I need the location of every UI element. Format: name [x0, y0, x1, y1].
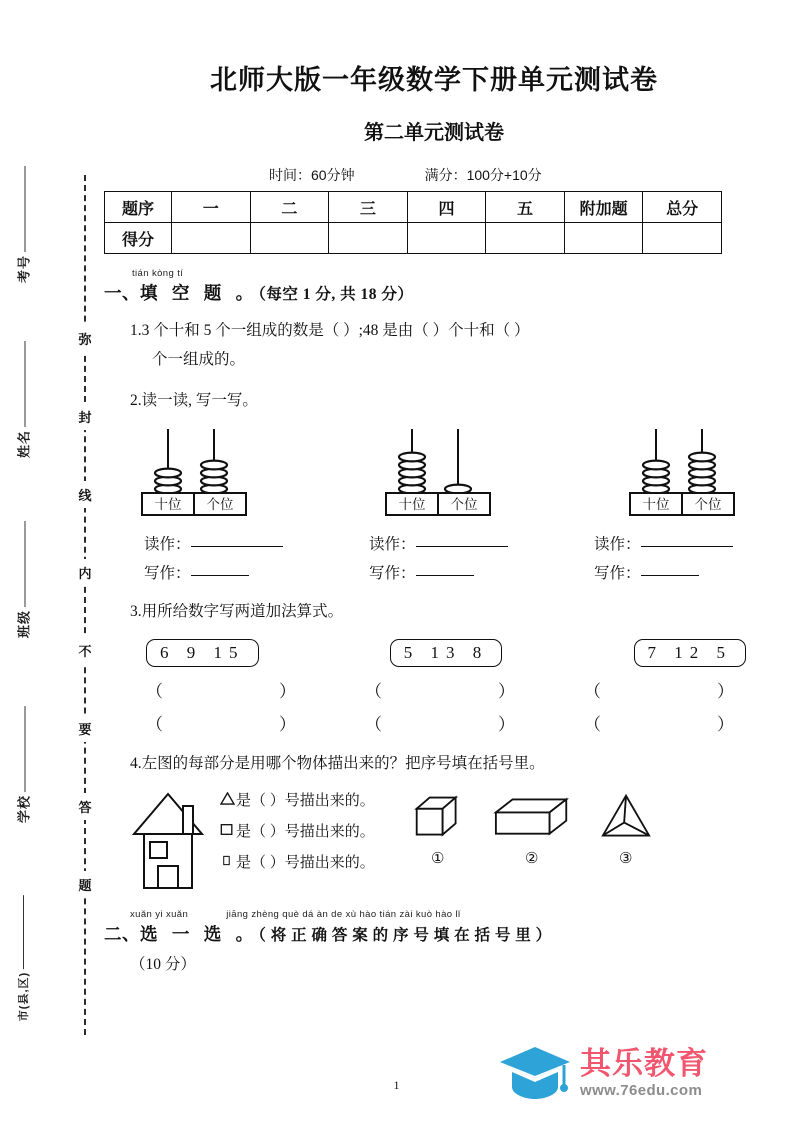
margin-field-blank[interactable]	[25, 341, 26, 427]
section1-title: 填 空 题 。	[140, 283, 259, 303]
section1-number: 一、	[104, 283, 140, 303]
answer-paren[interactable]	[584, 710, 734, 735]
exam-sheet	[104, 0, 764, 1121]
sealing-line	[74, 175, 96, 1035]
score-table-cell: 五	[486, 192, 565, 223]
answer-paren[interactable]	[146, 710, 296, 735]
sealing-line-char: 答	[74, 793, 96, 820]
answer-parens-row-1	[104, 677, 764, 702]
margin-field-xingming	[14, 341, 33, 458]
number-box: 6 9 15	[146, 639, 259, 667]
question-4-answer-lines	[218, 786, 375, 878]
counter-tens-label: 十位	[154, 497, 182, 513]
write-blank[interactable]	[641, 575, 699, 576]
score-input-cell[interactable]	[407, 223, 486, 254]
q4-line-text: 是（ ）号描出来的。	[236, 854, 375, 871]
read-blank[interactable]	[416, 546, 508, 547]
question-3-prompt: 3.用所给数字写两道加法算式。	[130, 603, 344, 621]
section2-heading	[104, 921, 764, 946]
margin-field-blank[interactable]	[25, 706, 26, 792]
score-input-cell[interactable]	[250, 223, 329, 254]
read-line	[369, 532, 559, 554]
write-label: 写作：	[144, 565, 191, 583]
sealing-line-char: 线	[74, 481, 96, 508]
read-write-group	[594, 525, 754, 583]
section2-pinyin	[104, 909, 764, 921]
triangular-pyramid-icon	[599, 792, 653, 842]
sealing-line-char: 要	[74, 715, 96, 742]
paren-open: （	[584, 714, 601, 734]
margin-field-kaohao	[14, 166, 33, 283]
read-line	[144, 532, 334, 554]
question-1-line1: 1.3 个十和 5 个一组成的数是（ ）;48 是由（ ）个十和（ ）	[130, 322, 530, 339]
house-drawing	[130, 786, 206, 895]
write-blank[interactable]	[191, 575, 249, 576]
read-write-group	[369, 525, 559, 583]
q4-line-triangle	[218, 786, 375, 817]
sealing-line-char: 内	[74, 559, 96, 586]
section2-number: 二、	[104, 924, 140, 945]
score-table-cell: 二	[250, 192, 329, 223]
logo-brand-name: 其乐教育	[580, 1045, 708, 1081]
paren-close: ）	[717, 714, 734, 734]
paren-close: ）	[498, 681, 515, 701]
answer-parens-row-2	[104, 710, 764, 735]
table-row-scores	[105, 223, 722, 254]
read-label: 读作：	[594, 536, 641, 554]
paren-close: ）	[279, 714, 296, 734]
margin-field-blank[interactable]	[25, 166, 26, 252]
q4-line-text: 是（ ）号描出来的。	[236, 793, 375, 810]
paren-open: （	[584, 681, 601, 701]
table-row-header	[105, 192, 722, 223]
score-table	[104, 191, 722, 254]
answer-paren[interactable]	[146, 677, 296, 702]
question-4	[104, 749, 764, 778]
margin-field-label: 市(县,区)	[18, 971, 30, 1022]
sealing-dashed-rule	[84, 175, 86, 1035]
write-blank[interactable]	[416, 575, 474, 576]
score-table-cell: 总分	[643, 192, 722, 223]
logo-website-url: www.76edu.com	[580, 1081, 703, 1099]
write-line	[594, 561, 754, 583]
paren-close: ）	[279, 681, 296, 701]
write-label: 写作：	[369, 565, 416, 583]
margin-field-label: 学校	[16, 794, 32, 824]
margin-field-shixianqu	[15, 895, 31, 1021]
place-value-counter	[134, 425, 254, 521]
read-line	[594, 532, 754, 554]
question-4-prompt: 4.左图的每部分是用哪个物体描出来的？把序号填在括号里。	[130, 754, 545, 772]
question-1-line2: 个一组成的。	[152, 351, 246, 369]
solid-option-pyramid	[599, 792, 653, 868]
score-table-cell: 一	[172, 192, 251, 223]
counter-tens-label: 十位	[398, 497, 426, 513]
score-table-cell: 题序	[105, 192, 172, 223]
answer-paren[interactable]	[365, 710, 515, 735]
question-4-figures	[104, 786, 764, 895]
counter-tens-label: 十位	[642, 497, 670, 513]
page-subtitle: 第二单元测试卷	[364, 122, 504, 144]
question-1	[104, 316, 764, 375]
section1-heading	[104, 280, 764, 305]
question-3	[104, 597, 764, 626]
counter-ones-label: 个位	[450, 497, 478, 513]
sealing-line-char: 弥	[74, 325, 96, 352]
answer-paren[interactable]	[365, 677, 515, 702]
paren-open: （	[146, 681, 163, 701]
logo-text-block	[580, 1045, 708, 1099]
student-info-margin	[0, 0, 46, 1121]
sealing-line-char: 封	[74, 403, 96, 430]
read-label: 读作：	[144, 536, 191, 554]
exam-time: 时间：60分钟	[269, 167, 355, 183]
score-table-cell: 得分	[105, 223, 172, 254]
read-blank[interactable]	[641, 546, 733, 547]
paren-open: （	[365, 681, 382, 701]
place-value-counter	[622, 425, 742, 521]
q4-line-rect-tall	[218, 848, 375, 879]
paren-close: ）	[498, 714, 515, 734]
exam-meta	[104, 165, 764, 185]
triangle-shape-icon	[218, 786, 236, 817]
site-logo[interactable]	[498, 1042, 708, 1104]
score-input-cell[interactable]	[564, 223, 643, 254]
margin-field-blank[interactable]	[25, 521, 26, 607]
score-table-cell: 三	[329, 192, 408, 223]
counter-diagram	[134, 425, 254, 521]
read-blank[interactable]	[191, 546, 283, 547]
sealing-line-char: 不	[74, 637, 96, 664]
solid-option-cuboid	[491, 792, 573, 868]
margin-field-label: 班级	[16, 609, 32, 639]
counter-ones-label: 个位	[694, 497, 722, 513]
number-box: 7 12 5	[634, 639, 747, 667]
score-input-cell[interactable]	[329, 223, 408, 254]
solid-option-cube	[411, 792, 465, 868]
read-write-answer-rows	[104, 525, 764, 583]
read-label: 读作：	[369, 536, 416, 554]
margin-field-label: 姓名	[16, 429, 32, 459]
margin-field-label: 考号	[16, 254, 32, 284]
score-table-cell: 附加题	[564, 192, 643, 223]
solid-options	[411, 786, 653, 868]
q4-line-text: 是（ ）号描出来的。	[236, 823, 375, 840]
score-input-cell[interactable]	[486, 223, 565, 254]
read-write-group	[144, 525, 334, 583]
cuboid-icon	[491, 792, 573, 842]
margin-field-xuexiao	[14, 706, 33, 823]
cube-icon	[411, 792, 465, 842]
question-2-prompt: 2.读一读, 写一写。	[130, 391, 258, 409]
section2-score: （ 将 正 确 答 案 的 序 号 填 在 括 号 里 ）	[258, 927, 552, 945]
section2-points: （10 分）	[130, 956, 196, 974]
number-box: 5 13 8	[390, 639, 503, 667]
answer-paren[interactable]	[584, 677, 734, 702]
graduation-cap-icon	[498, 1042, 572, 1104]
write-label: 写作：	[594, 565, 641, 583]
paren-open: （	[146, 714, 163, 734]
question-2	[104, 386, 764, 415]
rect-tall-shape-icon	[218, 848, 236, 879]
house-icon	[130, 786, 206, 890]
counter-diagram	[622, 425, 742, 521]
sealing-line-char: 题	[74, 871, 96, 898]
section2-pinyin-part2: jiāng zhèng què dá àn de xù hào tián zài kuò hào lǐ	[226, 909, 461, 921]
place-value-counters	[104, 425, 764, 521]
section-fill-in-blanks	[104, 268, 764, 895]
score-table-cell: 四	[407, 192, 486, 223]
page-title: 北师大版一年级数学下册单元测试卷	[210, 65, 658, 95]
score-input-cell[interactable]	[643, 223, 722, 254]
score-input-cell[interactable]	[172, 223, 251, 254]
write-line	[369, 561, 559, 583]
q4-line-square	[218, 817, 375, 848]
section2-pinyin-part1: xuǎn yi xuǎn	[130, 909, 189, 921]
place-value-counter	[378, 425, 498, 521]
write-line	[144, 561, 334, 583]
solid-label: ③	[619, 851, 633, 868]
solid-label: ②	[525, 851, 539, 868]
section1-score: （每空 1 分, 共 18 分）	[258, 286, 414, 303]
section1-pinyin: tián kòng tí	[132, 268, 184, 279]
paren-close: ）	[717, 681, 734, 701]
counter-ones-label: 个位	[206, 497, 234, 513]
margin-field-blank[interactable]	[23, 895, 24, 969]
exam-full-score: 满分：100分+10分	[424, 167, 542, 183]
page-number: 1	[393, 1078, 400, 1092]
solid-label: ①	[431, 851, 445, 868]
number-boxes	[104, 639, 764, 667]
section2-title: 选 一 选 。	[140, 924, 259, 945]
square-shape-icon	[218, 817, 236, 848]
counter-diagram	[378, 425, 498, 521]
section-multiple-choice	[104, 909, 764, 974]
margin-field-banji	[14, 521, 33, 638]
paren-open: （	[365, 714, 382, 734]
